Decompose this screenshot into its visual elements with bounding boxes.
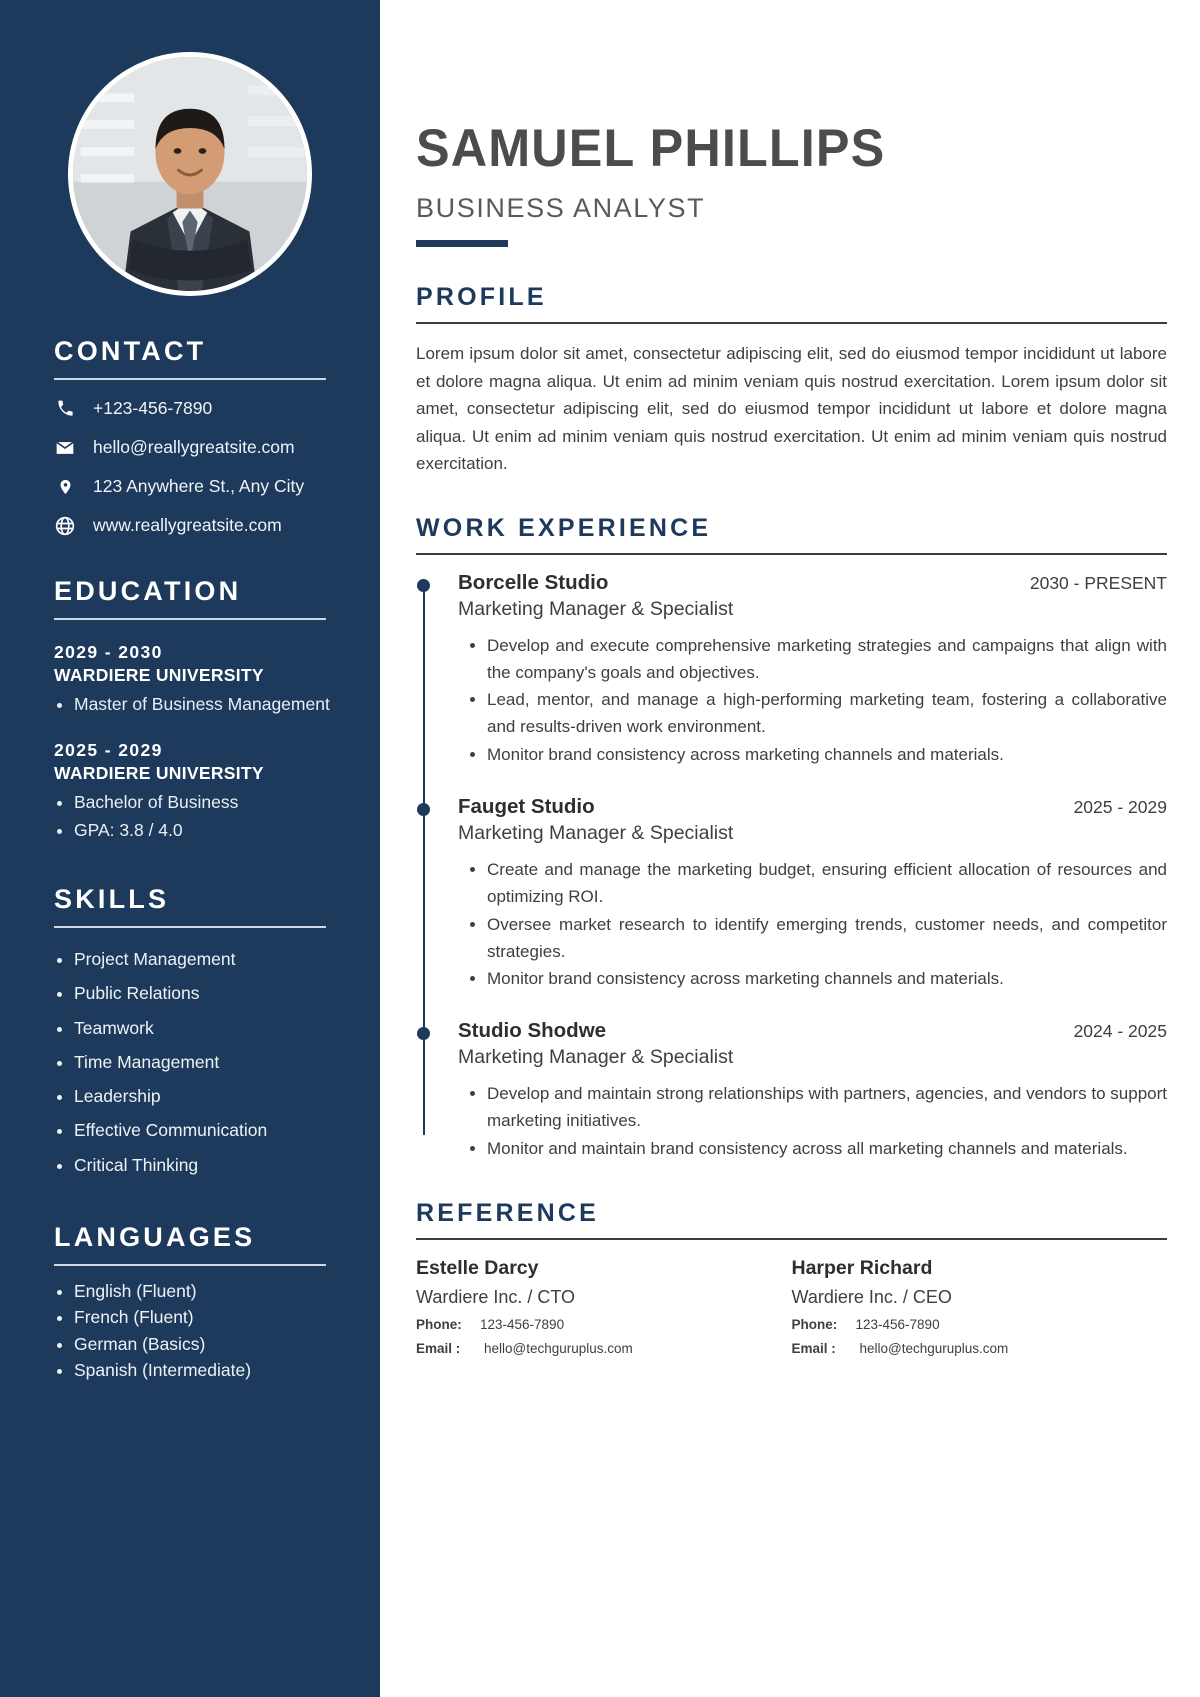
reference-name: Estelle Darcy <box>416 1256 539 1279</box>
contact-item-phone[interactable] <box>54 398 348 419</box>
list-item: • Oversee market research to identify emerging trends, customer needs, and competitor strategies. <box>487 912 1167 966</box>
contact-item-email[interactable] <box>54 437 348 458</box>
education-years: 2025 - 2029 <box>54 740 163 760</box>
reference-email-value: hello@techguruplus.com <box>859 1340 1009 1356</box>
contact-divider <box>54 378 326 380</box>
work-company: Studio Shodwe <box>458 1019 607 1043</box>
phone-icon <box>54 399 76 418</box>
reference-phone-label: Phone: <box>416 1316 462 1332</box>
list-item: • Project Management <box>74 942 348 976</box>
work-bullets <box>458 1081 1167 1163</box>
list-item: • English (Fluent) <box>74 1278 348 1304</box>
reference-person <box>792 1257 1168 1356</box>
timeline-dot-icon <box>417 579 430 592</box>
work-experience-section <box>416 514 1167 1163</box>
list-item: • French (Fluent) <box>74 1304 348 1330</box>
work-date: 2030 - PRESENT <box>1029 572 1167 593</box>
reference-divider <box>416 1238 1167 1240</box>
title-underline <box>416 240 508 247</box>
contact-website-value: www.reallygreatsite.com <box>93 515 282 535</box>
list-item: • Effective Communication <box>74 1113 348 1147</box>
profile-heading: PROFILE <box>416 283 547 311</box>
timeline-dot-icon <box>417 1027 430 1040</box>
envelope-icon <box>54 438 76 458</box>
contact-item-address[interactable] <box>54 476 348 497</box>
reference-email-label: Email : <box>416 1340 461 1356</box>
portrait-photo-icon <box>73 57 307 291</box>
contact-section <box>32 336 348 536</box>
list-item: • GPA: 3.8 / 4.0 <box>74 816 348 844</box>
work-experience-item <box>458 571 1167 769</box>
timeline-dot-icon <box>417 803 430 816</box>
education-details <box>54 788 348 844</box>
work-experience-heading: WORK EXPERIENCE <box>416 513 712 542</box>
education-details <box>54 690 348 718</box>
reference-phone-value: 123-456-7890 <box>855 1316 940 1332</box>
work-company: Fauget Studio <box>458 794 595 818</box>
languages-divider <box>54 1264 326 1266</box>
skills-divider <box>54 926 326 928</box>
education-entry <box>32 740 348 844</box>
profile-divider <box>416 322 1167 324</box>
work-experience-timeline <box>416 571 1167 1163</box>
reference-person <box>416 1257 792 1356</box>
page-title: SAMUEL PHILLIPS <box>416 119 886 178</box>
list-item: • Master of Business Management <box>74 690 348 718</box>
list-item: • Create and manage the marketing budget, ensuring efficient allocation of resources and optimizing ROI. <box>487 857 1167 911</box>
work-bullets <box>458 633 1167 769</box>
languages-list <box>32 1278 348 1383</box>
work-item-header <box>458 571 1167 595</box>
list-item: • Leadership <box>74 1079 348 1113</box>
work-experience-divider <box>416 553 1167 555</box>
list-item: • Develop and execute comprehensive marketing strategies and campaigns that align with the company's goals and objectives. <box>487 633 1167 687</box>
education-school: WARDIERE UNIVERSITY <box>54 763 264 783</box>
work-role: Marketing Manager & Specialist <box>458 821 734 844</box>
reference-email-row <box>416 1341 768 1356</box>
contact-heading: CONTACT <box>54 336 207 366</box>
education-school: WARDIERE UNIVERSITY <box>54 665 264 685</box>
skills-heading: SKILLS <box>54 884 170 914</box>
education-entry <box>32 642 348 718</box>
list-item: • Spanish (Intermediate) <box>74 1357 348 1383</box>
profile-section <box>416 283 1167 478</box>
profile-text: Lorem ipsum dolor sit amet, consectetur adipiscing elit, sed do eiusmod tempor incididunt ut labore et dolore magna aliqua. Ut enim ad minim veniam quis nostrud exercitation. Lorem ipsum dolor sit amet, consectetur adipiscing elit, sed do eiusmod tempor incididunt ut labore et dolore magna aliqua. Ut enim ad minim veniam quis nostrud exercitation. Ut enim ad minim veniam quis nostrud exercitation. <box>416 344 1167 474</box>
work-item-header <box>458 1019 1167 1043</box>
contact-item-website[interactable] <box>54 515 348 536</box>
education-years: 2029 - 2030 <box>54 642 163 662</box>
work-company: Borcelle Studio <box>458 570 609 594</box>
work-bullets <box>458 857 1167 993</box>
work-role: Marketing Manager & Specialist <box>458 1046 734 1069</box>
avatar <box>68 52 312 296</box>
profile-photo-wrapper <box>32 52 348 296</box>
skills-section <box>32 884 348 1182</box>
education-divider <box>54 618 326 620</box>
reference-grid <box>416 1257 1167 1356</box>
work-date: 2024 - 2025 <box>1073 1021 1167 1042</box>
reference-heading: REFERENCE <box>416 1198 599 1227</box>
reference-name: Harper Richard <box>791 1256 933 1279</box>
reference-phone-row <box>416 1317 768 1332</box>
timeline-line <box>423 583 425 1135</box>
list-item: • Monitor and maintain brand consistency across all marketing channels and materials. <box>487 1136 1167 1163</box>
job-title: BUSINESS ANALYST <box>416 193 706 223</box>
contact-email-value: hello@reallygreatsite.com <box>93 437 295 457</box>
reference-email-row <box>792 1341 1144 1356</box>
work-experience-item <box>458 1019 1167 1163</box>
contact-phone-value: +123-456-7890 <box>93 398 213 418</box>
reference-phone-label: Phone: <box>791 1316 838 1332</box>
list-item: • Critical Thinking <box>74 1148 348 1182</box>
reference-phone-row <box>792 1317 1144 1332</box>
reference-email-label: Email : <box>791 1340 836 1356</box>
reference-email-value: hello@techguruplus.com <box>484 1340 633 1356</box>
list-item: • Monitor brand consistency across marketing channels and materials. <box>487 742 1167 769</box>
reference-title: Wardiere Inc. / CEO <box>791 1286 952 1307</box>
reference-phone-value: 123-456-7890 <box>480 1316 565 1332</box>
list-item: • German (Basics) <box>74 1331 348 1357</box>
globe-icon <box>54 516 76 536</box>
education-heading: EDUCATION <box>54 576 242 606</box>
education-section <box>32 576 348 844</box>
languages-heading: LANGUAGES <box>54 1222 256 1253</box>
contact-list <box>32 398 348 536</box>
sidebar <box>0 0 380 1697</box>
list-item: • Time Management <box>74 1045 348 1079</box>
list-item: • Bachelor of Business <box>74 788 348 816</box>
main-content <box>380 0 1200 1697</box>
work-date: 2025 - 2029 <box>1073 796 1167 817</box>
list-item: • Lead, mentor, and manage a high-performing marketing team, fostering a collaborative and results-driven work environment. <box>487 687 1167 741</box>
work-role: Marketing Manager & Specialist <box>458 597 734 620</box>
list-item: • Monitor brand consistency across marketing channels and materials. <box>487 966 1167 993</box>
reference-section <box>416 1199 1167 1356</box>
list-item: • Develop and maintain strong relationships with partners, agencies, and vendors to support marketing initiatives. <box>487 1081 1167 1135</box>
reference-title: Wardiere Inc. / CTO <box>416 1286 576 1307</box>
work-item-header <box>458 795 1167 819</box>
contact-address-value: 123 Anywhere St., Any City <box>93 476 305 496</box>
list-item: • Teamwork <box>74 1011 348 1045</box>
list-item: • Public Relations <box>74 976 348 1010</box>
work-experience-item <box>458 795 1167 993</box>
location-pin-icon <box>54 477 76 497</box>
languages-section <box>32 1222 348 1383</box>
skills-list <box>32 942 348 1182</box>
